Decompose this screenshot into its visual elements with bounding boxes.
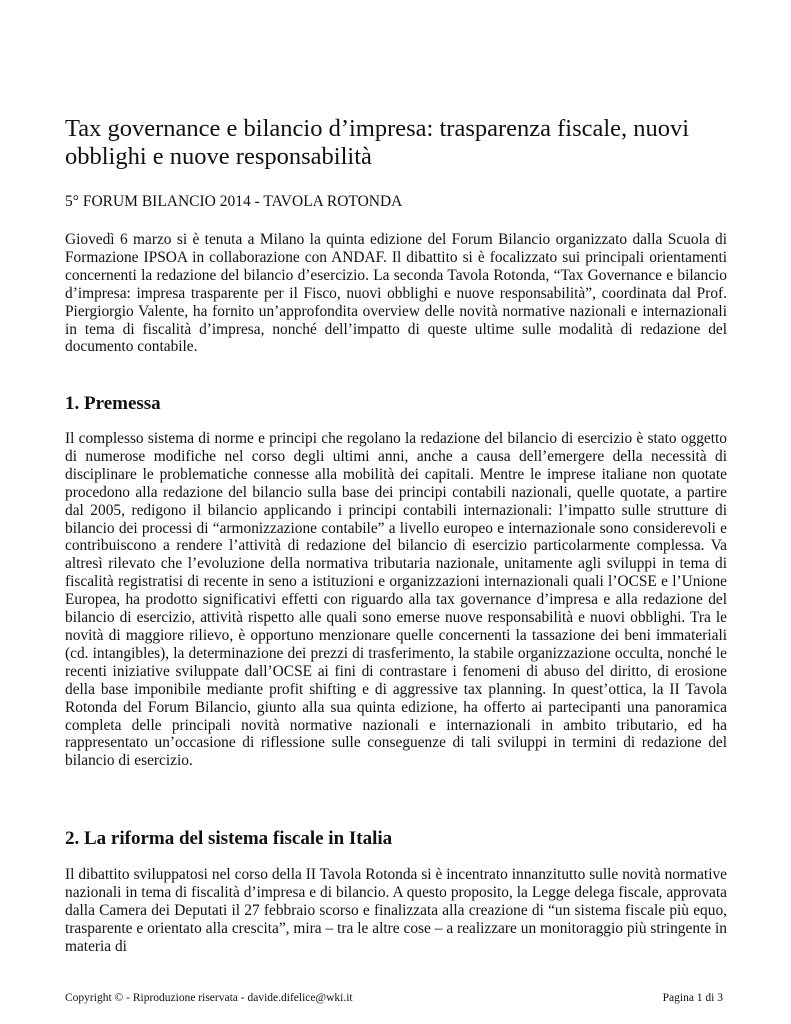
section-heading-riforma: 2. La riforma del sistema fiscale in Italia — [65, 828, 393, 849]
document-subtitle: 5° FORUM BILANCIO 2014 - TAVOLA ROTONDA — [65, 193, 403, 210]
intro-paragraph: Giovedì 6 marzo si è tenuta a Milano la quinta edizione del Forum Bilancio organizzato dalla Scuola di Formazione IPSOA in collaborazione con ANDAF. Il dibattito si è focalizzato sui principali orientamenti concernenti la redazione del bilancio d’esercizio. La seconda Tavola Rotonda, “Tax Governance e bilancio d’impresa: impresa trasparente per il Fisco, nuovi obblighi e nuove responsabilità”, coordinata dal Prof. Piergiorgio Valente, ha fornito un’approfondita overview delle novità normative nazionali e internazionali in tema di fiscalità d’impresa, nonché dell’impatto di queste ultime sulle modalità di redazione del documento contabile. — [65, 231, 727, 356]
footer-page-number: Pagina 1 di 3 — [662, 992, 723, 1004]
section-heading-premessa: 1. Premessa — [65, 393, 161, 414]
document-title: Tax governance e bilancio d’impresa: trasparenza fiscale, nuovi obblighi e nuove responsabilità — [65, 115, 690, 170]
section-text-riforma: Il dibattito sviluppatosi nel corso della II Tavola Rotonda si è incentrato innanzitutto sulle novità normative nazionali in tema di fiscalità d’impresa e di bilancio. A questo proposito, la Legge delega fiscale, approvata dalla Camera dei Deputati il 27 febbraio scorso e finalizzata alla creazione di “un sistema fiscale più equo, trasparente e orientato alla crescita”, mira – tra le altre cose – a realizzare un monitoraggio più stringente in materia di — [65, 866, 727, 955]
section-text-premessa: Il complesso sistema di norme e principi che regolano la redazione del bilancio di esercizio è stato oggetto di numerose modifiche nel corso degli ultimi anni, anche a causa dell’emergere della necessità di disciplinare le problematiche connesse alla mobilità dei capitali. Mentre le imprese italiane non quotate procedono alla redazione del bilancio sulla base dei principi contabili nazionali, quelle quotate, a partire dal 2005, redigono il bilancio applicando i principi contabili internazionali: l’impatto sulle strutture di bilancio dei processi di “armonizzazione contabile” a livello europeo e internazionale sono considerevoli e contribuiscono a rendere l’attività di redazione del bilancio di esercizio particolarmente complessa. Va altresì rilevato che l’evoluzione della normativa tributaria nazionale, unitamente agli sviluppi in tema di fiscalità registratisi di recente in seno a istituzioni e organizzazioni internazionali quali l’OCSE e l’Unione Europea, ha prodotto significativi effetti con riguardo alla tax governance d’impresa e alla redazione del bilancio di esercizio, attività rispetto alle quali sono emerse nuove responsabilità e nuovi obblighi. Tra le novità di maggiore rilievo, è opportuno menzionare quelle concernenti la tassazione dei beni immateriali (cd. intangibles), la determinazione dei prezzi di trasferimento, la stabile organizzazione occulta, nonché le recenti iniziative sviluppate dall’OCSE ai fini di contrastare i fenomeni di abuso del diritto, di erosione della base imponibile mediante profit shifting e di aggressive tax planning. In quest’ottica, la II Tavola Rotonda del Forum Bilancio, giunto alla sua quinta edizione, ha offerto ai partecipanti una panoramica completa delle principali novità normative nazionali e internazionali in ambito tributario, ed ha rappresentato un’occasione di riflessione sulle conseguenze di tali sviluppi in termini di redazione del bilancio di esercizio. — [65, 430, 727, 770]
footer-copyright: Copyright © - Riproduzione riservata - davide.difelice@wki.it — [65, 992, 353, 1004]
